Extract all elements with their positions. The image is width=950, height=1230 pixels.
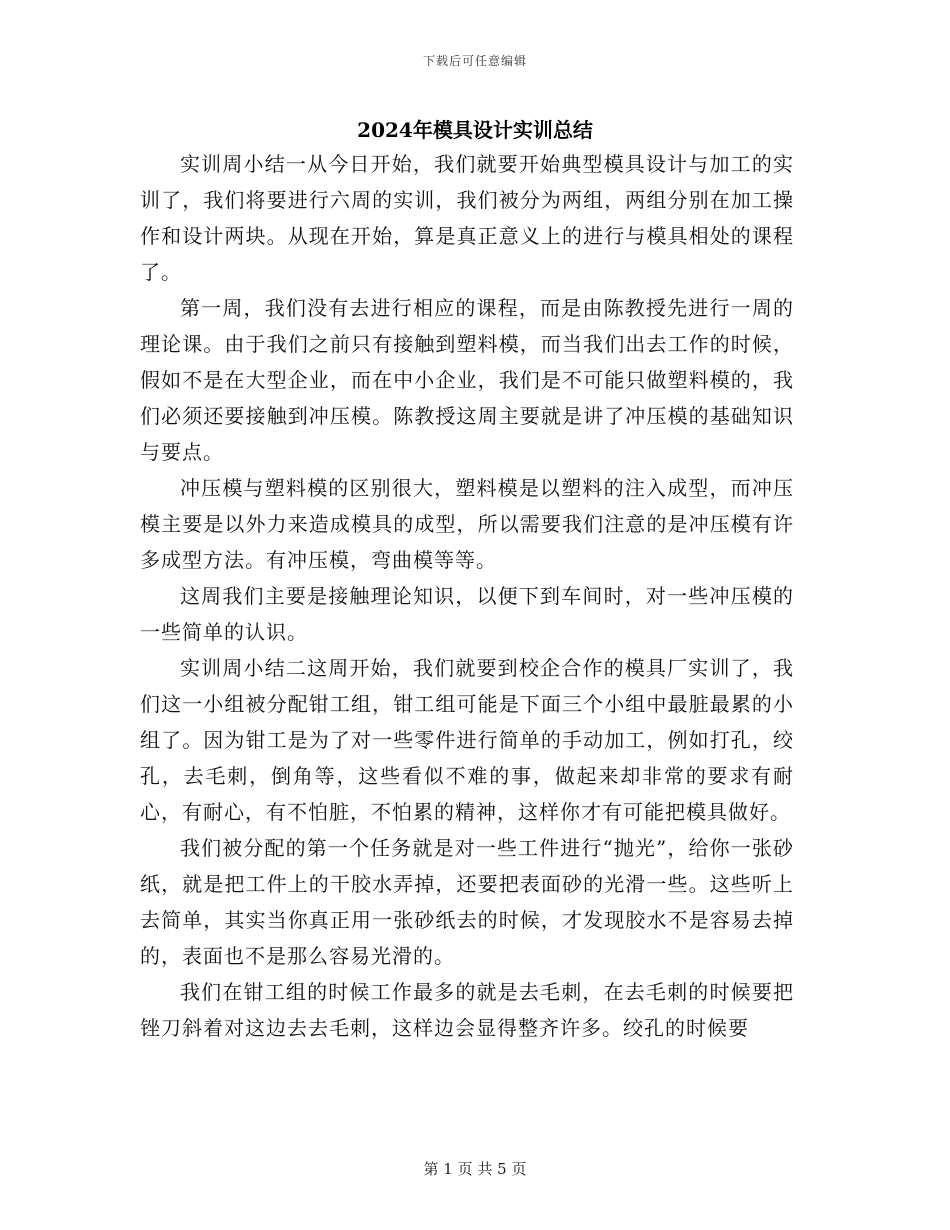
paragraph: 我们被分配的第一个任务就是对一些工件进行“抛光”，给你一张砂纸，就是把工件上的干胶水弄掉，还要把表面砂的光滑一些。这些听上去简单，其实当你真正用一张砂纸去的时候，才发现胶水不是容易去掉的，表面也不是那么容易光滑的。 xyxy=(140,836,794,968)
paragraph: 实训周小结一从今日开始，我们就要开始典型模具设计与加工的实训了，我们将要进行六周的实训，我们被分为两组，两组分别在加工操作和设计两块。从现在开始，算是真正意义上的进行与模具相处的课程了。 xyxy=(140,152,794,284)
document-body xyxy=(140,146,794,1046)
document-title: 2024年模具设计实训总结 xyxy=(357,118,593,142)
paragraph: 冲压模与塑料模的区别很大，塑料模是以塑料的注入成型，而冲压模主要是以外力来造成模具的成型，所以需要我们注意的是冲压模有许多成型方法。有冲压模，弯曲模等等。 xyxy=(140,476,794,572)
page-header-note: 下载后可任意编辑 xyxy=(422,54,527,68)
paragraph: 这周我们主要是接触理论知识，以便下到车间时，对一些冲压模的一些简单的认识。 xyxy=(140,584,794,644)
page-number-footer: 第 1 页 共 5 页 xyxy=(423,1160,527,1178)
paragraph: 我们在钳工组的时候工作最多的就是去毛刺，在去毛刺的时候要把锉刀斜着对这边去去毛刺，这样边会显得整齐许多。绞孔的时候要 xyxy=(140,980,794,1040)
paragraph: 实训周小结二这周开始，我们就要到校企合作的模具厂实训了，我们这一小组被分配钳工组，钳工组可能是下面三个小组中最脏最累的小组了。因为钳工是为了对一些零件进行简单的手动加工，例如打孔，绞孔，去毛刺，倒角等，这些看似不难的事，做起来却非常的要求有耐心，有耐心，有不怕脏，不怕累的精神，这样你才有可能把模具做好。 xyxy=(140,656,794,824)
paragraph: 第一周，我们没有去进行相应的课程，而是由陈教授先进行一周的理论课。由于我们之前只有接触到塑料模，而当我们出去工作的时候，假如不是在大型企业，而在中小企业，我们是不可能只做塑料模的，我们必须还要接触到冲压模。陈教授这周主要就是讲了冲压模的基础知识与要点。 xyxy=(140,296,794,464)
